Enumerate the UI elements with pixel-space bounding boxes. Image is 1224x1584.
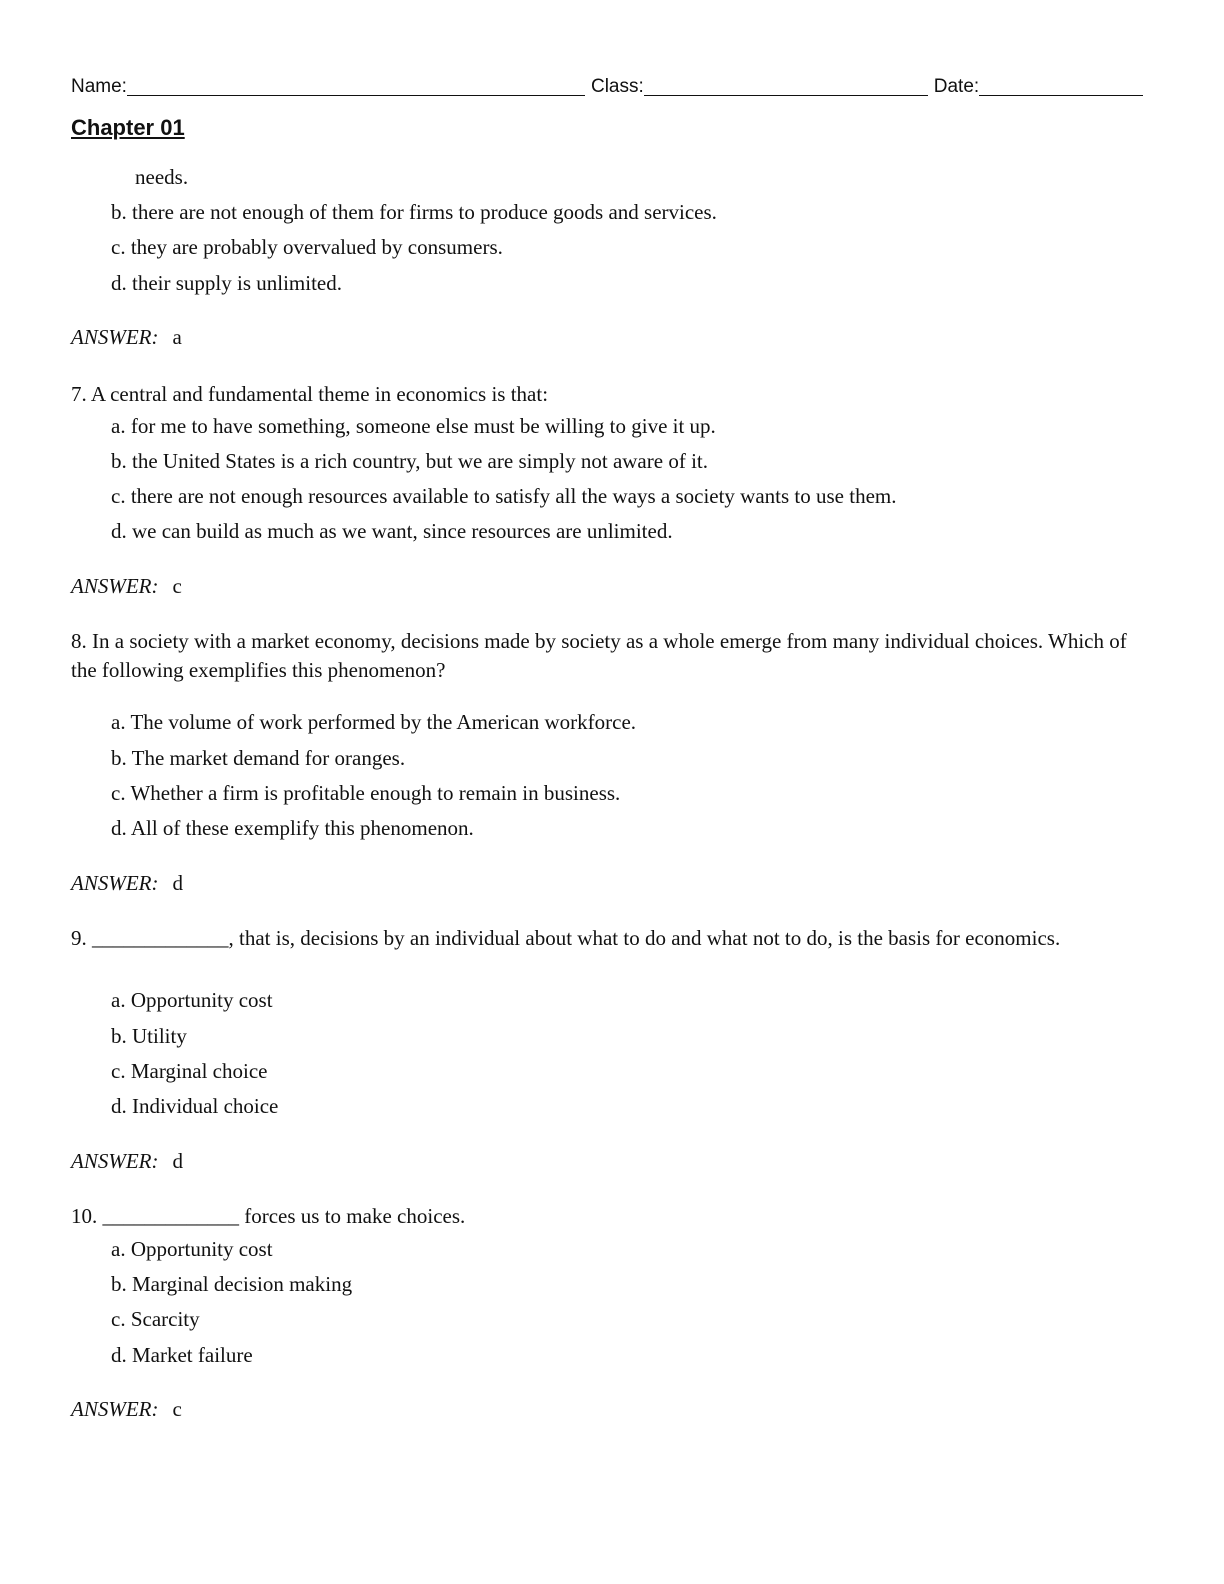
option-c: c. Marginal choice — [111, 1059, 268, 1083]
option-b: b. Utility — [111, 1024, 187, 1048]
option-d: d. All of these exemplify this phenomenon. — [111, 816, 474, 840]
option-b: b. Marginal decision making — [111, 1272, 353, 1296]
answer-label: ANSWER: — [71, 1397, 159, 1421]
chapter-title: Chapter 01 — [71, 115, 185, 140]
option-a: a. Opportunity cost — [111, 1237, 273, 1261]
answer-line — [71, 574, 182, 598]
answer-label: ANSWER: — [71, 1149, 159, 1173]
name-blank-line — [127, 73, 585, 96]
answer-value: c — [172, 574, 182, 598]
option-b: b. The market demand for oranges. — [111, 746, 406, 770]
answer-label: ANSWER: — [71, 871, 159, 895]
answer-value: d — [172, 871, 183, 895]
class-label: Class: — [590, 76, 644, 97]
name-label: Name: — [71, 76, 127, 97]
option-b: b. the United States is a rich country, but we are simply not aware of it. — [111, 449, 708, 473]
option-a: a. for me to have something, someone else must be willing to give it up. — [111, 414, 716, 438]
option-d: d. their supply is unlimited. — [111, 271, 342, 295]
answer-value: a — [172, 325, 182, 349]
question-7: 7. A central and fundamental theme in economics is that: — [71, 382, 549, 406]
answer-label: ANSWER: — [71, 574, 159, 598]
student-info-header — [71, 70, 1143, 98]
question-9: 9. _____________, that is, decisions by an individual about what to do and what not to do, is the basis for economics. — [71, 926, 1061, 950]
answer-value: d — [172, 1149, 183, 1173]
answer-value: c — [172, 1397, 182, 1421]
continued-option-text: needs. — [135, 165, 189, 189]
option-d: d. Market failure — [111, 1343, 253, 1367]
answer-line — [71, 1149, 183, 1173]
date-label: Date: — [933, 76, 980, 97]
option-d: d. Individual choice — [111, 1094, 279, 1118]
question-8: 8. In a society with a market economy, decisions made by society as a whole emerge from many individual choices. Which of the following exemplifies this phenomenon? — [71, 629, 1127, 682]
answer-line — [71, 871, 183, 895]
option-c: c. Whether a firm is profitable enough to remain in business. — [111, 781, 621, 805]
answer-line — [71, 325, 182, 349]
question-10: 10. _____________ forces us to make choices. — [71, 1204, 466, 1228]
date-blank-line — [979, 73, 1143, 96]
option-b: b. there are not enough of them for firms to produce goods and services. — [111, 200, 717, 224]
option-c: c. Scarcity — [111, 1307, 200, 1331]
option-c: c. they are probably overvalued by consumers. — [111, 235, 503, 259]
option-a: a. The volume of work performed by the American workforce. — [111, 710, 637, 734]
option-a: a. Opportunity cost — [111, 988, 273, 1012]
option-d: d. we can build as much as we want, since resources are unlimited. — [111, 519, 673, 543]
answer-line — [71, 1397, 182, 1421]
answer-label: ANSWER: — [71, 325, 159, 349]
option-c: c. there are not enough resources available to satisfy all the ways a society wants to use them. — [111, 484, 897, 508]
class-blank-line — [644, 73, 928, 96]
